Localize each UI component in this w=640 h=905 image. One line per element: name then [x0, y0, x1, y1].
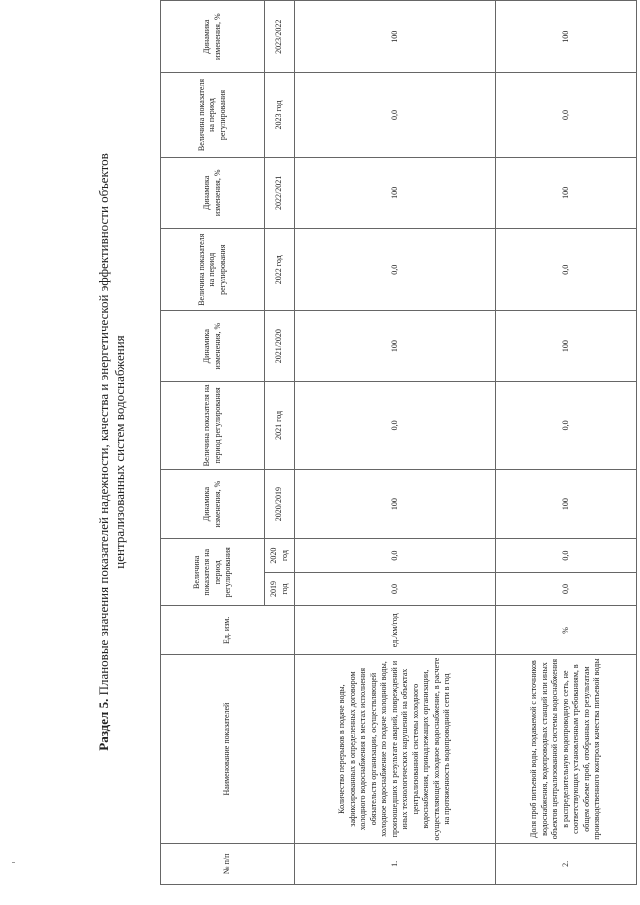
scan-mark — [12, 862, 15, 863]
header-name: Наименование показателей — [161, 655, 295, 843]
value-2019: 0,0 — [295, 572, 496, 605]
value-2020: 0,0 — [496, 539, 637, 572]
header-dyn-2021: Динамика изменения, % — [161, 311, 265, 381]
year-2021: 2021 год — [265, 381, 295, 469]
dyn-2023: 100 — [496, 1, 637, 73]
row-unit: % — [496, 606, 637, 655]
row-num: 1. — [295, 843, 496, 884]
value-2019: 0,0 — [496, 572, 637, 605]
value-2021: 0,0 — [295, 381, 496, 469]
dyn-2022: 100 — [295, 157, 496, 228]
header-dyn-2020: Динамика изменения, % — [161, 469, 265, 539]
header-row — [161, 1, 265, 885]
year-2022: 2022 год — [265, 229, 295, 311]
header-num: № п/п — [161, 843, 295, 884]
section-prefix: Раздел 5. — [96, 698, 111, 751]
dyn-2023: 100 — [295, 1, 496, 73]
row-name: Количество перерывов в подаче воды, зафиксированных в определенных договором холодного водоснабжения в местах исполнения обязательств организации, осуществляющей холодное водоснабжение по подаче холодной воды, произошедших в результате аварий, повреждений и иных технологических нарушений на объектах централизованной системы холодного водоснабжения, принадлежащих организации, осуществляющей холодное водоснабжение, в расчете на протяженность водопроводной сети в год — [295, 655, 496, 843]
row-unit: ед./км/год — [295, 606, 496, 655]
header-dyn-2022: Динамика изменения, % — [161, 157, 265, 228]
dyn-2020: 100 — [496, 469, 637, 539]
header-value-2022: Величина показателя на период регулирования — [161, 229, 265, 311]
value-2023: 0,0 — [496, 73, 637, 157]
value-2020: 0,0 — [295, 539, 496, 572]
header-value-2023: Величина показателя на период регулирования — [161, 73, 265, 157]
value-2023: 0,0 — [295, 73, 496, 157]
header-value-2021: Величина показателя на период регулирования — [161, 381, 265, 469]
dyn-2020: 100 — [295, 469, 496, 539]
dyn-2021: 100 — [295, 311, 496, 381]
section-title-line2: централизованных систем водоснабжения — [112, 335, 127, 569]
period-2023-2022: 2023/2022 — [265, 1, 295, 73]
value-2021: 0,0 — [496, 381, 637, 469]
section-title-text: Плановые значения показателей надежности, качества и энергетической эффективности объектов — [96, 153, 111, 696]
table-row — [496, 1, 637, 885]
period-2022-2021: 2022/2021 — [265, 157, 295, 228]
indicators-table — [160, 0, 637, 885]
table-row — [295, 1, 496, 885]
header-value-2019-2020: Величина показателя на период регулирования — [161, 539, 265, 606]
period-2021-2020: 2021/2020 — [265, 311, 295, 381]
row-name: Доля проб питьевой воды, подаваемой с источников водоснабжения, водопроводных станций или иных объектов централизованной системы водоснабжения в распределительную водопроводную сеть, не соответствующих установленным требованиям, в общем объеме проб, отобранных по результатам производственного контроля качества питьевой воды — [496, 655, 637, 843]
year-2020: 2020 год — [265, 539, 295, 572]
value-2022: 0,0 — [496, 229, 637, 311]
header-unit: Ед. изм. — [161, 606, 295, 655]
header-dyn-2023: Динамика изменения, % — [161, 1, 265, 73]
period-2020-2019: 2020/2019 — [265, 469, 295, 539]
dyn-2022: 100 — [496, 157, 637, 228]
section-title — [96, 127, 112, 777]
year-2019: 2019 год — [265, 572, 295, 605]
row-num: 2. — [496, 843, 637, 884]
year-2023: 2023 год — [265, 73, 295, 157]
dyn-2021: 100 — [496, 311, 637, 381]
value-2022: 0,0 — [295, 229, 496, 311]
